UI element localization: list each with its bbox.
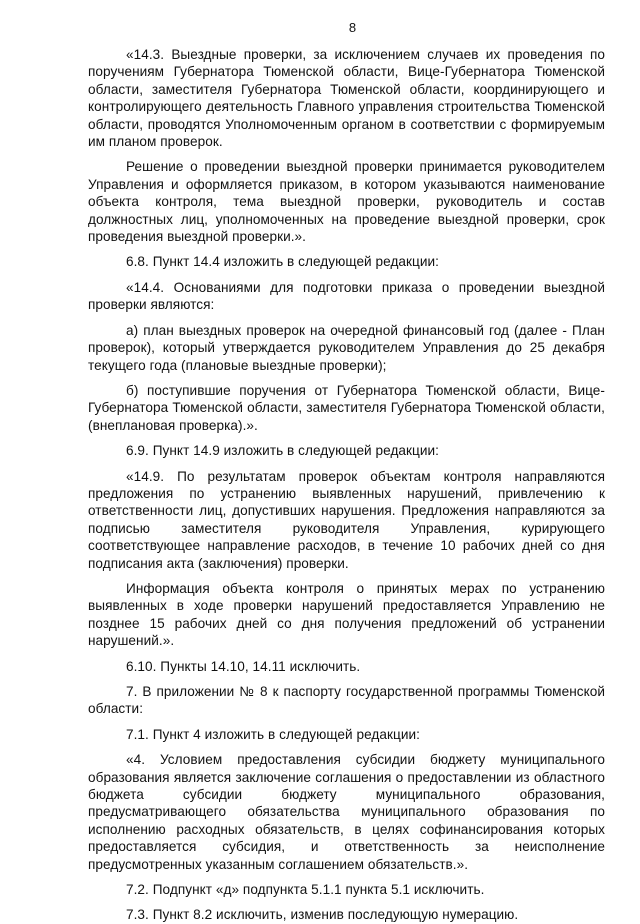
paragraph-inspection-decision: Решение о проведении выездной проверки принимается руководителем Управления и оформляется приказом, в котором указываются наименование объекта контроля, тема выездной проверки, руководитель и состав должностных лиц, уполномоченных на проведение выездной проверки, срок проведения выездной проверки.». [88,159,605,245]
paragraph-14-3: «14.3. Выездные проверки, за исключением случаев их проведения по поручениям Губернатора Тюменской области, Вице-Губернатора Тюменской области, заместителя Губернатора Тюменской области, координирующего и контролирующего деятельность Главного управления строительства Тюменской области, проводятся Уполномоченным органом в соответствии с формируемым им планом проверок. [88,47,605,150]
paragraph-14-4: «14.4. Основаниями для подготовки приказа о проведении выездной проверки являются: [88,279,605,313]
paragraph-7-3: 7.3. Пункт 8.2 исключить, изменив последующую нумерацию. [126,907,519,923]
paragraph-7-1: 7.1. Пункт 4 изложить в следующей редакции: [126,726,420,742]
paragraph-6-8: 6.8. Пункт 14.4 изложить в следующей редакции: [126,254,439,270]
paragraph-4-subsidy: «4. Условием предоставления субсидии бюджету муниципального образования является заключение соглашения о предоставлении из областного бюджета субсидии бюджету муниципального образования, предусматривающего обязательства муниципального образования по исполнению расходных обязательств, в целях софинансирования которых предоставляется субсидия, и ответственность за неисполнение предусмотренных указанным соглашением обязательств.». [88,752,605,872]
paragraph-6-10: 6.10. Пункты 14.10, 14.11 исключить. [126,658,361,674]
paragraph-7: 7. В приложении № 8 к паспорту государственной программы Тюменской области: [88,684,605,717]
page-number: 8 [348,20,357,35]
paragraph-control-info: Информация объекта контроля о принятых мерах по устранению выявленных в ходе проверки нарушений предоставляется Управлению не позднее 15 рабочих дней со дня получения предложений об устранении нарушений.». [88,580,605,649]
paragraph-14-4-a: а) план выездных проверок на очередной финансовый год (далее - План проверок), который утверждается руководителем Управления до 25 декабря текущего года (плановые выездные проверки); [88,322,605,373]
paragraph-7-2: 7.2. Подпункт «д» подпункта 5.1.1 пункта 5.1 исключить. [126,882,485,898]
paragraph-6-9: 6.9. Пункт 14.9 изложить в следующей редакции: [126,443,439,459]
paragraph-14-9: «14.9. По результатам проверок объектам контроля направляются предложения по устранению выявленных нарушений, привлечению к ответственности лиц, допустивших нарушения. Предложения направляются за подписью заместителя руководителя Управления, курирующего соответствующее направление расходов, в течение 10 рабочих дней со дня подписания акта (заключения) проверки. [88,468,605,571]
paragraph-14-4-b: б) поступившие поручения от Губернатора Тюменской области, Вице-Губернатора Тюменской области, заместителя Губернатора Тюменской области, (внеплановая проверка).». [88,382,605,433]
